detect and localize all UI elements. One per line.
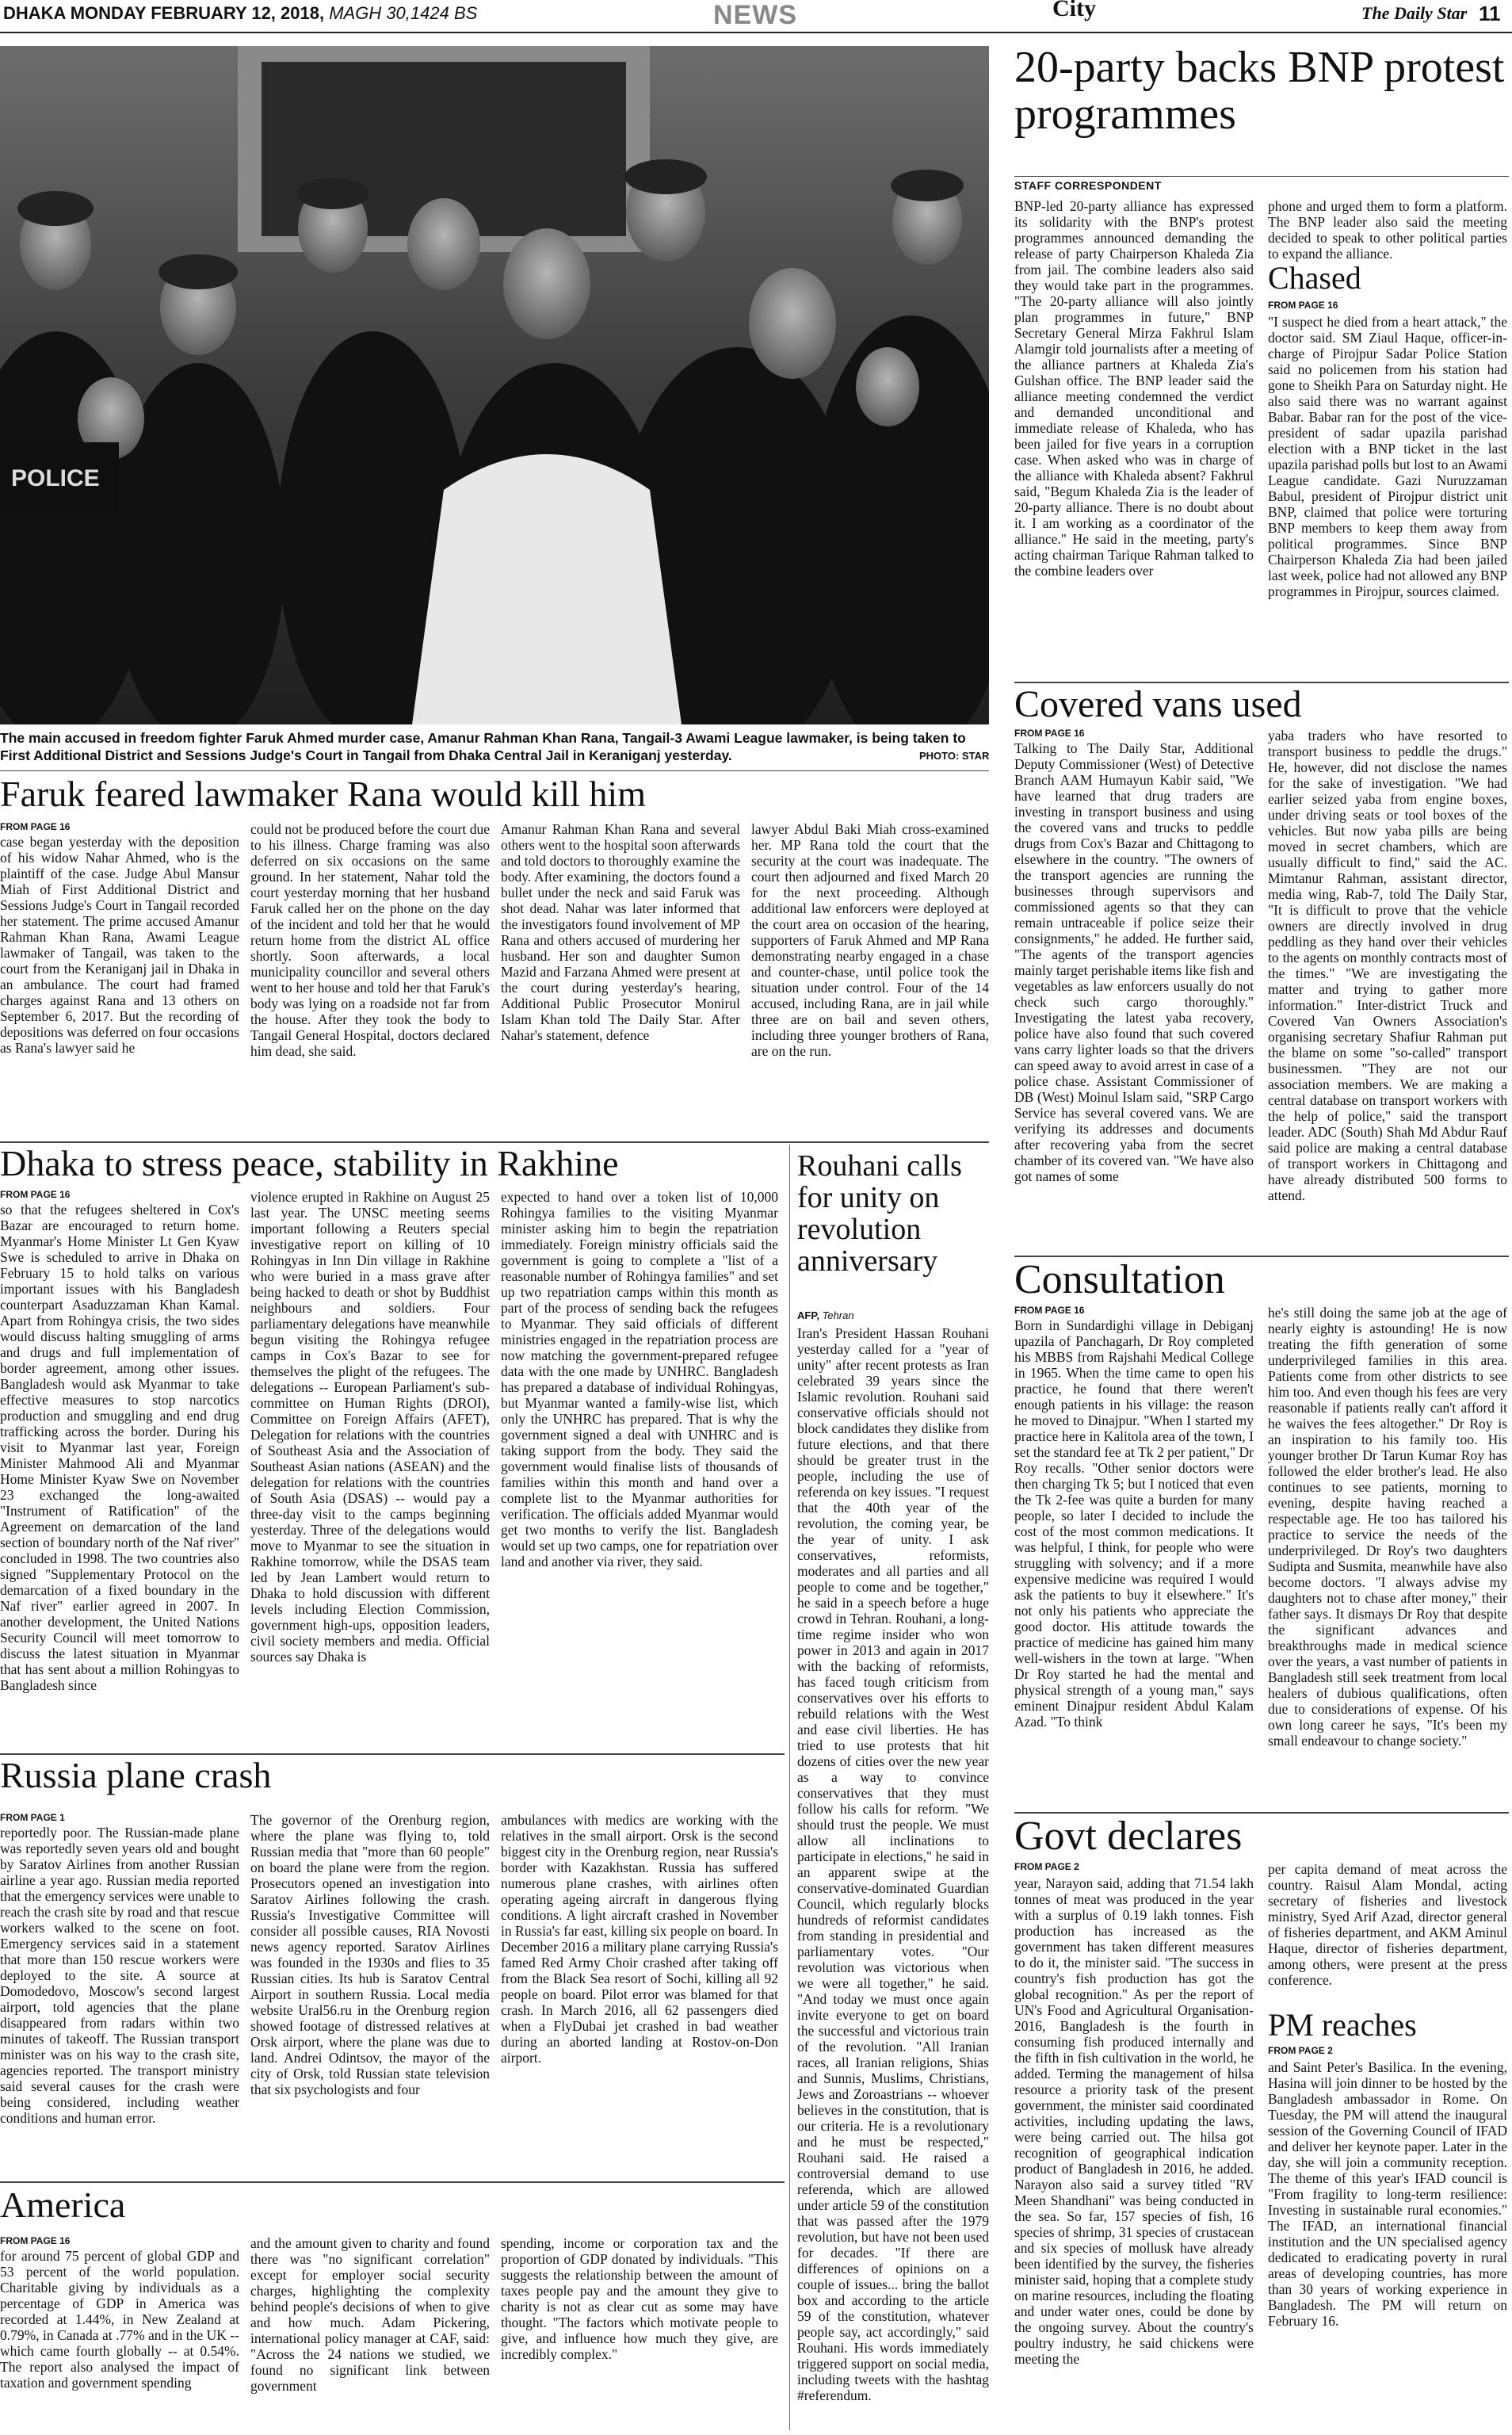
rouhani-headline: Rouhani calls for unity on revolution anniversary (797, 1149, 962, 1278)
chased-headline: Chased (1268, 260, 1361, 296)
dateline: DHAKA MONDAY FEBRUARY 12, 2018, MAGH 30,1424 BS (3, 3, 478, 23)
rouhani-body: Iran's President Hassan Rouhani yesterday called for a "year of unity" after recent protests as Iran celebrated 39 years since the Islamic revolution. Rouhani said conservative officials should not block candidates they dislike from future elections, and that there should be greater trust in the people, including the use of referenda on key issues. "I request that the 40th year of the revolution, the coming year, be the year of unity. I ask conservatives, reformists, moderates and all parties and all people to come and be together," he said in a speech before a huge crowd in Tehran. Rouhani, a long-time regime insider who won power in 2013 and again in 2017 with the backing of reformists, has faced tough criticism from conservatives over his efforts to rebuild relations with the West and ease civil liberties. He has tried to use protests that hit dozens of cities over the new year as a way to convince conservatives that they must follow his calls for reform. "We should trust the people. We must allow all inclinations to participate in elections," he said in an apparent swipe at the conservative-dominated Guardian Council, which regularly blocks hundreds of reformist candidates from standing in presidential and parliamentary votes. "Our revolution was victorious when we were all together," he said. "And today we must once again invite everyone to get on board the successful and victorious train of the revolution. "All Iranian races, all Iranian religions, Shias and Sunnis, Muslims, Christians, Jews and Zoroastrians -- whoever believes in the constitution, that is our criteria. He is a revolutionary and he must be respected," Rouhani said. He raised a controversial demand to use referenda, which are allowed under article 59 of the constitution that was passed after the 1979 revolution, but have not been used for decades. "If there are differences of opinions on a couple of issues... bring the ballot box and according to the article 59 of the constitution, whatever people say, act accordingly," said Rouhani. His words immediately triggered support on social media, including tweets with the hashtag #referendum. (797, 1325, 989, 2403)
consultation-column-2: he's still doing the same job at the age of nearly eighty is astounding! He is now treating the fifth generation of some underprivileged families in this area. Patients come from other districts to see him too. And even though his fees are very reasonable if patients really can't afford it he waives the fees altogether." Dr Roy is an inspiration to his family too. His younger brother Dr Tarun Kumar Roy has followed the elder brother's lead. He also continues to see patients, morning to evening, despite having reached a respectable age. He too has tailored his practice to service the needs of the underprivileged. Dr Roy's two daughters Sudipta and Susmita, meanwhile have also become doctors. "I always advise my daughters not to chase after money," their father says. It dismays Dr Roy that despite the significant advances and breakthroughs made in medical science over the years, a vast number of patients in Bangladesh still seek treatment from local healers of dubious qualifications, often due to considerations of expense. Of his own long career he says, "It's been my small endeavour to change society." (1268, 1305, 1507, 1749)
rakhine-column-2: violence erupted in Rakhine on August 25 last year. The UNSC meeting seems important following a Reuters special investigative report on killing of 10 Rohingyas in Inn Din village in Rakhine who were buried in a mass grave after being hacked to death or shot by Buddhist neighbours and soldiers. Four parliamentary delegations have meanwhile begun visiting the Rohingya refugee camps in Cox's Bazar to see for themselves the plight of the refugees. The delegations -- European Parliament's sub-committee on Human Rights (DROI), Committee on Foreign Affairs (AFET), Delegation for relations with the countries of Southeast Asia and the Association of Southeast Asian nations (ASEAN) and the delegation for relations with the countries of South Asia (DSAS) -- would pay a three-day visit to the camps beginning yesterday. Three of the delegations would move to Myanmar to see the situation in Rakhine tomorrow, while the DSAS team led by Jean Lambert would return to Dhaka to hold discussion with different levels including Election Commission, government high-ups, opposition leaders, civil society members and media. Official sources say Dhaka is (250, 1189, 490, 1665)
america-headline: America (0, 2185, 126, 2225)
news-photo (0, 46, 989, 724)
pm-body: and Saint Peter's Basilica. In the evening, Hasina will join dinner to be hosted by the Bangladesh ambassador in Rome. On Tuesday, the PM will attend the inaugural session of the Governing Council of IFAD and deliver her keynote paper. Later in the day, she will join a community reception. The theme of this year's IFAD council is "From fragility to long-term resilience: Investing in sustainable rural economies." The IFAD, an international financial institution and the UN specialised agency dedicated to eradicating poverty in rural areas of developing countries, has more than 30 years of working experience in Bangladesh. The PM will return on February 16. (1268, 2059, 1507, 2329)
govt-column-2: per capita demand of meat across the country. Raisul Alam Mondal, acting secretary of fisheries and livestock ministry, Syed Arif Azad, director general of fisheries department, and AKM Aminul Haque, director of fisheries department, among others, were present at the press conference. (1268, 1861, 1507, 1988)
faruk-column-1: case began yesterday with the deposition of his widow Nahar Ahmed, who is the plaintiff of the case. Judge Abul Mansur Miah of First Additional District and Sessions Judge's Court in Tangail recorded her statement. The prime accused Amanur Rahman Khan Rana, Awami League lawmaker of Tangail, was taken to the court from the Keraniganj jail in Dhaka in an ambulance. The court had framed charges against Rana and 13 others on September 6, 2017. But the recording of depositions was deferred on four occasions as Rana's lawyer said he (0, 834, 239, 1056)
faruk-column-3: Amanur Rahman Khan Rana and several others went to the hospital soon afterwards and told doctors to thoroughly examine the body. After examining, the doctors found a bullet under the neck and said Faruk was shot dead. Nahar was later informed that the investigators found involvement of MP Rana and others accused of murdering her husband. Her son and daughter Sumon Mazid and Farzana Ahmed were present at the court during yesterday's hearing, Additional Public Prosecutor Monirul Islam Khan told The Daily Star. After Nahar's statement, defence (501, 821, 740, 1043)
pm-headline: PM reaches (1268, 2007, 1417, 2043)
govt-headline: Govt declares (1014, 1814, 1243, 1859)
russia-column-2: The governor of the Orenburg region, where the plane was flying to, told Russian media that "more than 60 people" on board the plane were from the region. Prosecutors opened an investigation into Saratov Airlines following the crash. Russia's Investigative Committee will consider all possible causes, RIA Novosti news agency reported. Saratov Airlines was founded in the 1930s and flies to 35 Russian cities. Its hub is Saratov Central Airport in southern Russia. Local media website Ural56.ru in the Orenburg region showed footage of distressed relatives at Orsk airport, where the plane was due to land. Andrei Odintsov, the mayor of the city of Orsk, told Russian state television that six psychologists and four (250, 1812, 490, 2097)
photo-credit: PHOTO: STAR (919, 750, 990, 762)
city-label: City (1052, 0, 1096, 21)
divider (0, 770, 989, 771)
consultation-headline: Consultation (1014, 1257, 1225, 1302)
photo-caption: The main accused in freedom fighter Faruk Ahmed murder case, Amanur Rahman Khan Rana, Tangail-3 Awami League lawmaker, is being taken to First Additional District and Sessions Judge's Court in Tangail from Dhaka Central Jail in Keraniganj yesterday. (0, 730, 966, 763)
vans-column-1: Talking to The Daily Star, Additional Deputy Commissioner (West) of Detective Branch AAM Humayun Kabir said, "We have learned that drug traders are investing in transport business and using the covered vans and trucks to peddle drugs from Cox's Bazar and Chittagong to elsewhere in the country. "The owners of the transport agencies are running the businesses through supervisors and commissioned agents so that they can remain untraceable if police seize their consignments," he added. He further said, "The agents of the transport agencies mainly target perishable items like fish and vegetables as law enforcers usually do not check such cargo thoroughly." Investigating the latest yaba recovery, police have also found that such covered vans carry lighter loads so that the drivers can speed away to avoid arrest in case of a police chase. Assistant Commissioner of DB (West) Moinul Islam said, "SRP Cargo Service has several covered vans. We are verifying its addresses and documents after recovering yaba from the secret chamber of its covered van. "We have also got names of some (1014, 740, 1254, 1184)
bnp-column-2: phone and urged them to form a platform. The BNP leader also said the meeting decided to speak to other political parties to expand the alliance. (1268, 198, 1507, 262)
rouhani-byline: AFP, Tehran (797, 1309, 854, 1321)
divider (789, 1145, 790, 2430)
bnp-headline: 20-party backs BNP protest programmes (1014, 43, 1505, 139)
section-label: NEWS (713, 0, 797, 30)
consultation-column-1: Born in Sundardighi village in Debiganj upazila of Panchagarh, Dr Roy completed his MBBS from Rajshahi Medical College in 1965. When the time came to open his practice, he found that there weren't enough patients in his village: the reason he moved to Dinajpur. "When I started my practice here in Kalitola area of the town, I set the standard fee at Tk 2 per patient," Dr Roy recalls. "Other senior doctors were then charging Tk 5; but I noticed that even the Tk 2-fee was quite a burden for many people, so later I decided to include the cost of the most common medications. It was helpful, I think, for people who were struggling with solvency; and if a more expensive medicine was required I would ask the patients to buy it elsewhere." It's not only his patients who appreciate the good doctor. His attitude towards the practice of medicine has gained him many well-wishers in the town at large. "When Dr Roy started he had the mental and physical strength of a young man," says eminent Dinajpur resident Abdul Kalam Azad. "To think (1014, 1317, 1254, 1730)
page-number: 11 (1479, 2, 1501, 25)
faruk-headline: Faruk feared lawmaker Rana would kill him (0, 774, 646, 814)
pm-from-page: FROM PAGE 2 (1268, 2045, 1333, 2056)
govt-from-page: FROM PAGE 2 (1014, 1861, 1079, 1872)
consultation-from-page: FROM PAGE 16 (1014, 1305, 1085, 1316)
america-column-1: for around 75 percent of global GDP and 53 percent of the world population. Charitable giving by individuals as a percentage of GDP in America was recorded at 1.44%, in New Zealand at 0.79%, in Canada at .77% and in the UK -- which came fourth globally -- at 0.54%. The report also analysed the impact of taxation and government spending (0, 2248, 239, 2391)
police-shirt-text: POLICE (11, 465, 100, 491)
bnp-column-1: BNP-led 20-party alliance has expressed its solidarity with the BNP's protest programmes announced demanding the release of party Chairperson Khaleda Zia from jail. The combine leaders also said they would take part in the programmes. "The 20-party alliance will also jointly plan programmes in future," BNP Secretary General Mirza Fakhrul Islam Alamgir told journalists after a meeting of the alliance partners at Khaleda Zia's Gulshan office. The BNP leader said the alliance meeting condemned the verdict and demanded unconditional and immediate release of Khaleda, who has been jailed for five years in a corruption case. When asked who was in charge of the alliance with Khaleda absent? Fakhrul said, "Begum Khaleda Zia is the leader of 20-party alliance. There is no doubt about it. I am working as a coordinator of the alliance." He said in the meeting, party's acting chairman Tarique Rahman talked to the combine leaders over (1014, 198, 1254, 579)
vans-headline: Covered vans used (1014, 683, 1302, 725)
russia-headline: Russia plane crash (0, 1755, 272, 1795)
vans-from-page: FROM PAGE 16 (1014, 728, 1085, 739)
bnp-byline: STAFF CORRESPONDENT (1014, 179, 1162, 192)
faruk-column-4: lawyer Abdul Baki Miah cross-examined her. MP Rana told the court that the security at the court was inadequate. The court then adjourned and fixed March 20 for the next proceeding. Although additional law enforcers were deployed at the court area on occasion of the hearing, supporters of Faruk Ahmed and MP Rana demonstrating nearby engaged in a chase and counter-chase, until police took the situation under control. Four of the 14 accused, including Rana, are in jail while three are on bail and seven others, including three younger brothers of Rana, are on the run. (751, 821, 989, 1059)
america-column-2: and the amount given to charity and found there was "no significant correlation" except for employer social security charges, highlighting the complexity behind people's decisions of when to give and how much. Adam Pickering, international policy manager at CAF, said: "Across the 24 nations we studied, we found no significant link between government (250, 2235, 490, 2394)
chased-body: "I suspect he died from a heart attack," the doctor said. SM Ziaul Haque, officer-in-charge of Pirojpur Sadar Police Station said no policemen from his station had gone to Sheikh Para on Saturday night. He also said there was no warrant against Babar. Babar ran for the post of the vice-president of sadar upazila parishad election with a BNP ticket in the last upazila parishad polls but lost to an Awami League candidate. Gazi Nuruzzaman Babul, president of Pirojpur district unit BNP, claimed that police were torturing BNP members to keep them away from political programmes. Since BNP Chairperson Khaleda Zia had been jailed last week, police had not allowed any BNP programmes in Pirojpur, sources claimed. (1268, 314, 1507, 599)
russia-from-page: FROM PAGE 1 (0, 1812, 65, 1823)
america-column-3: spending, income or corporation tax and the proportion of GDP donated by individuals. "This suggests the relationship between the amount of taxes people pay and the amount they give to charity is not as clear cut as some may have thought. "The factors which motivate people to give, and influence how much they give, are incredibly complex." (501, 2235, 778, 2362)
russia-column-3: ambulances with medics are working with the relatives in the small airport. Orsk is the second biggest city in the Orenburg region, near Russia's border with Kazakhstan. Russia has suffered numerous plane crashes, with airlines often operating ageing aircraft in dangerous flying conditions. A light aircraft crashed in November in Russia's far east, killing six people on board. In December 2016 a military plane carrying Russia's famed Red Army Choir crashed after taking off from the Black Sea resort of Sochi, killing all 92 people on board. Pilot error was blamed for that crash. In March 2016, all 62 passengers died when a FlyDubai jet crashed in bad weather during an aborted landing at Rostov-on-Don airport. (501, 1812, 778, 2066)
rakhine-column-1: so that the refugees sheltered in Cox's Bazar are encouraged to return home. Myanmar's Home Minister Lt Gen Kyaw Swe is scheduled to arrive in Dhaka on February 15 to hold talks on various important issues with his Bangladesh counterpart Asaduzzaman Khan Kamal. Apart from Rohingya crisis, the two sides would discuss halting smuggling of arms and drugs and full implementation of border agreement, among other issues. Bangladesh would ask Myanmar to take effective measures to stop narcotics production and smuggling and end drug trafficking across the border. During his visit to Myanmar last year, Foreign Minister Mahmood Ali and Myanmar Home Minister Kyaw Swe on November 23 exchanged the long-awaited "Instrument of Ratification" of the Agreement on demarcation of the land section of boundary north of the Naf river" concluded in 1998. The two countries also signed "Supplementary Protocol on the demarcation of a fixed boundary in the Naf river" earlier agreed in 2007. In another development, the United Nations Security Council will meet tomorrow to discuss the latest situation in Myanmar that has sent about a million Rohingyas to Bangladesh since (0, 1202, 239, 1693)
rakhine-from-page: FROM PAGE 16 (0, 1189, 71, 1200)
vans-column-2: yaba traders who have resorted to transport business to peddle the drugs." He, however, did not disclose the names for the sake of investigation. "We had earlier seized yaba from engine boxes, under driving seats or tool boxes of the vehicles. But now yaba pills are being moved in secret chambers, which are usually difficult to find," said the AC. Mimtanur Rahman, assistant director, media wing, Rab-7, told The Daily Star, "It is difficult to prove that the vehicle owners are directly involved in drug peddling as they hand over their vehicles to the agents on monthly contracts most of the times." "We are investigating the matter and trying to gather more information." Inter-district Truck and Covered Van Owners Association's organising secretary Shafiur Rahman put the blame on some "so-called" transport businessmen. "They are not our association members. We are making a central database on transport workers with the help of police," said the transport leader. ADC (South) Shah Md Abdur Rauf said police are making a central database of transport workers in Chittagong and have already distributed 500 forms to attend. (1268, 728, 1507, 1203)
russia-column-1: reportedly poor. The Russian-made plane was reportedly seven years old and bought by Saratov Airlines from another Russian airline a year ago. Russian media reported that the emergency services were unable to reach the crash site by road and that rescue workers walked to the scene on foot. Emergency services said in a statement that more than 150 rescue workers were deployed to the site. A source at Domodedovo, Moscow's second largest airport, told agencies that the plane disappeared from radars within two minutes of takeoff. The Russian transport minister was on his way to the crash site, agencies reported. The transport ministry said several causes for the crash were being considered, including weather conditions and human error. (0, 1825, 239, 2126)
faruk-column-2: could not be produced before the court due to his illness. Charge framing was also deferred on six occasions on the same ground. In her statement, Nahar told the court yesterday morning that her husband Faruk called her on the phone on the day of the incident and told her that he would return home from the district AL office shortly. Soon afterwards, a local municipality councillor and several others went to her house and told her that Faruk's body was lying on a roadside not far from the house. After they took the body to Tangail General Hospital, doctors declared him dead, she said. (250, 821, 490, 1059)
rakhine-column-3: expected to hand over a token list of 10,000 Rohingya families to the visiting Myanmar minister asking him to begin the repatriation immediately. Foreign ministry officials said the government is going to complete a "list of a reasonable number of Rohingya families" and set up two repatriation camps within this month as part of the process of sending back the refugees to Myanmar. They said officials of different ministries engaged in the repatriation process are now matching the government-prepared refugee data with the one made by UNHRC. Bangladesh has prepared a database of individual Rohingyas, but Myanmar wanted a family-wise list, which only the UNHRC has prepared. That is why the government signed a deal with UNHRC and is taking support from the body. They said the government would finalise lists of thousands of families within this month and hand over a complete list to the Myanmar authorities for verification. The officials added Myanmar would get two months to verify the list. Bangladesh would set up two camps, one for repatriation over land and another via river, they said. (501, 1189, 778, 1569)
divider (0, 2181, 785, 2183)
divider (1014, 176, 1509, 177)
govt-column-1: year, Narayon said, adding that 71.54 lakh tonnes of meat was produced in the year with a surplus of 0.19 lakh tonnes. Fish production has increased as the government has taken different measures to do it, the minister said. "The success in country's fish production has got the global recognition." As per the report of UN's Food and Agricultural Organisation-2016, Bangladesh is the fourth in consuming fish produced internally and the fifth in fish cultivation in the world, he added. Terming the management of hilsa resource a priority task of the present government, the minister said coordinated activities, including updating the laws, were being carried out. The hilsa got recognition of geographical indication product of Bangladesh in 2016, he added. Narayon also said a survey titled "RV Meen Shandhani" was being conducted in the sea. So far, 157 species of fish, 16 species of shrimp, 31 species of crustacean and six species of mollusk have already been identified by the survey, the fisheries minister said, hoping that a complete study on marine resources, including the floating and under water ones, could be done by the ongoing survey. About the country's poultry industry, he said chickens were meeting the (1014, 1875, 1254, 2367)
chased-from-page: FROM PAGE 16 (1268, 300, 1338, 311)
rakhine-headline: Dhaka to stress peace, stability in Rakhine (0, 1143, 619, 1183)
page-header (0, 0, 1512, 33)
faruk-from-page: FROM PAGE 16 (0, 821, 71, 832)
masthead: The Daily Star (1361, 3, 1468, 23)
america-from-page: FROM PAGE 16 (0, 2235, 71, 2246)
